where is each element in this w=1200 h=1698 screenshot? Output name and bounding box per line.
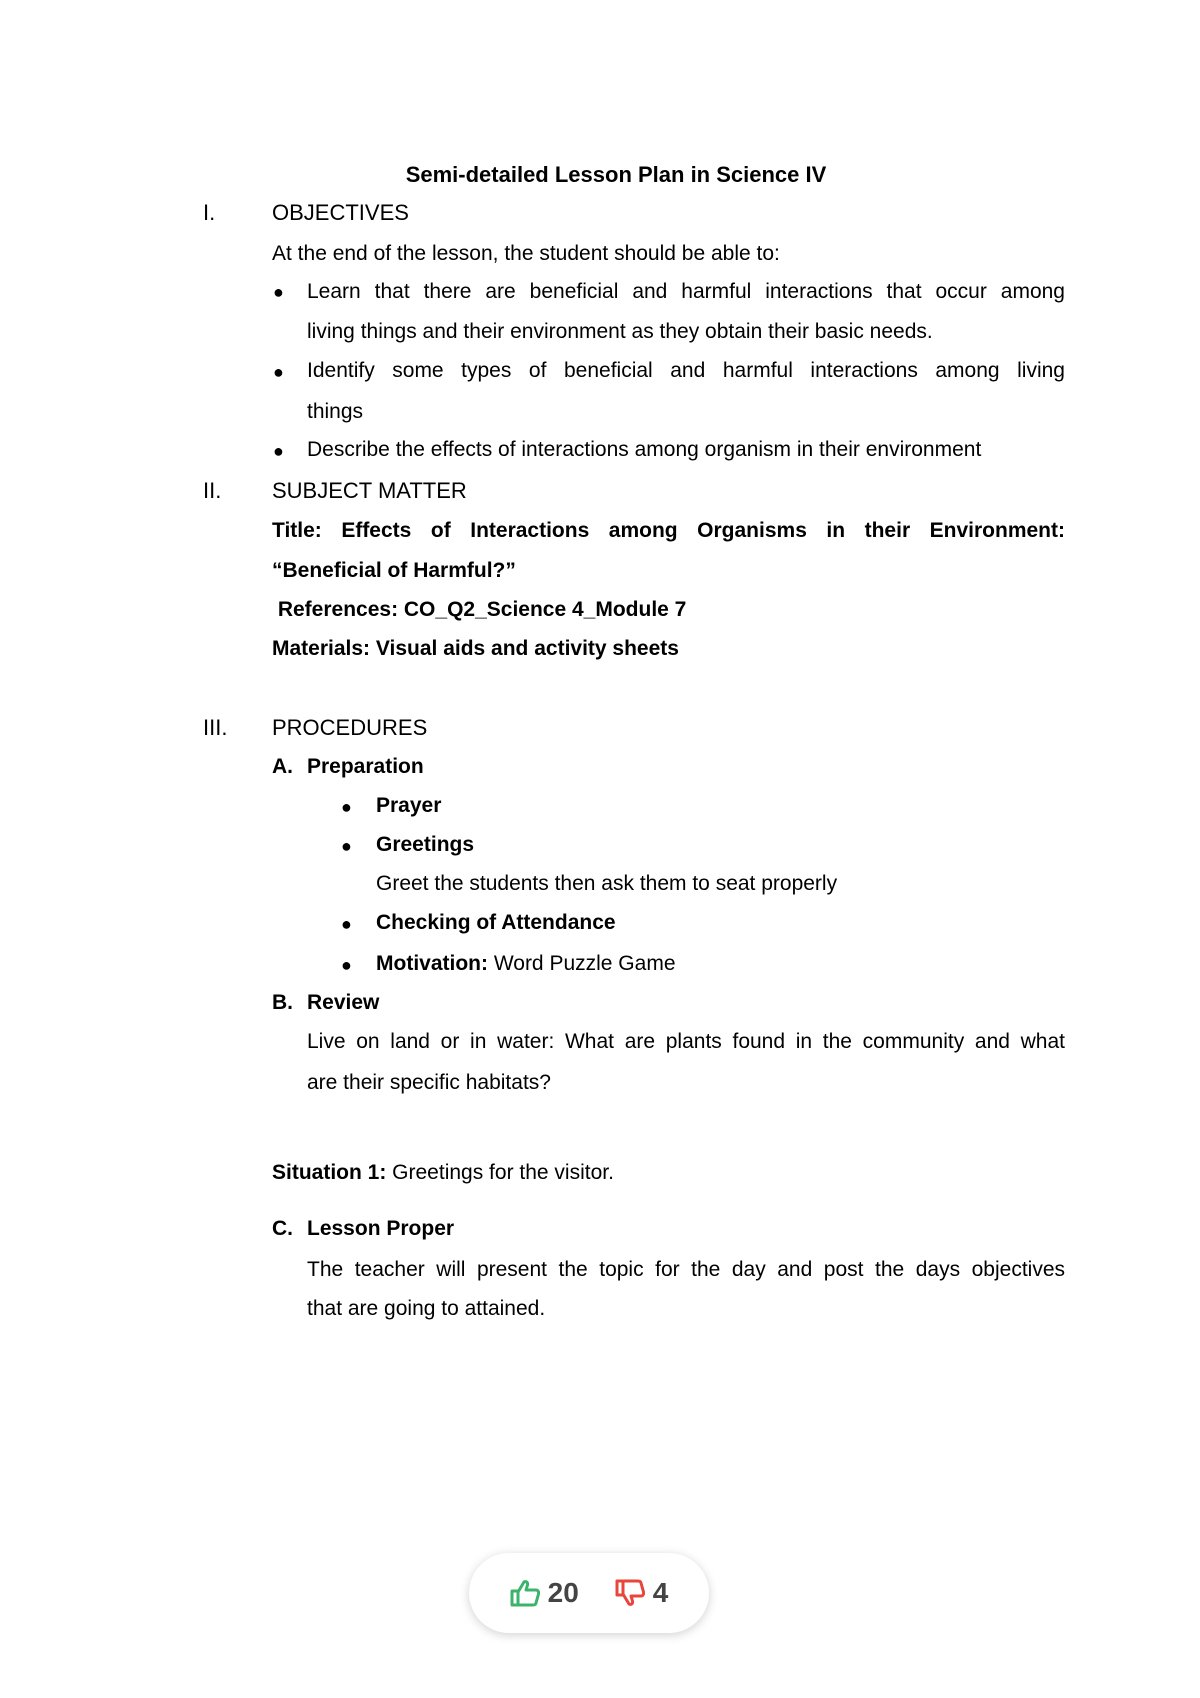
part-b-letter: B. bbox=[272, 991, 293, 1014]
part-c-label: Lesson Proper bbox=[307, 1217, 455, 1240]
subject-materials: Materials: Visual aids and activity sheets bbox=[272, 637, 679, 660]
motivation-label: Motivation: bbox=[376, 952, 488, 975]
subject-references: References: CO_Q2_Science 4_Module 7 bbox=[272, 598, 687, 621]
objective-2-line-1: Identify some types of beneficial and harmful interactions among living bbox=[307, 359, 1065, 382]
section-2-heading: SUBJECT MATTER bbox=[272, 478, 467, 503]
page-title: Semi-detailed Lesson Plan in Science IV bbox=[405, 162, 827, 187]
vote-bar bbox=[469, 1553, 709, 1633]
review-line-1: Live on land or in water: What are plants found in the community and what bbox=[307, 1030, 1065, 1053]
section-1-numeral: I. bbox=[203, 200, 216, 225]
objective-1-line-1: Learn that there are beneficial and harmful interactions that occur among bbox=[307, 280, 1065, 303]
prep-item-prayer: Prayer bbox=[376, 794, 442, 817]
part-c-letter: C. bbox=[272, 1217, 293, 1240]
subject-title-line-2: “Beneficial of Harmful?” bbox=[272, 559, 516, 582]
downvote-count: 4 bbox=[652, 1576, 669, 1608]
situation-1 bbox=[272, 1159, 614, 1186]
section-3-numeral: III. bbox=[203, 715, 228, 740]
prep-item-motivation bbox=[376, 950, 676, 977]
bullet-icon: ● bbox=[341, 797, 352, 817]
part-a-letter: A. bbox=[272, 755, 293, 778]
upvote-count: 20 bbox=[547, 1576, 579, 1608]
upvote-button[interactable] bbox=[510, 1575, 579, 1611]
objective-2-line-2: things bbox=[307, 400, 364, 423]
prep-item-attendance: Checking of Attendance bbox=[376, 911, 616, 934]
situation-text: Greetings for the visitor. bbox=[386, 1161, 614, 1184]
prep-greetings-note: Greet the students then ask them to seat properly bbox=[376, 872, 838, 895]
part-b-label: Review bbox=[307, 991, 380, 1014]
bullet-icon: ● bbox=[341, 955, 352, 975]
lesson-proper-line-2: that are going to attained. bbox=[307, 1297, 546, 1320]
bullet-icon: ● bbox=[273, 441, 284, 461]
section-3-heading: PROCEDURES bbox=[272, 715, 428, 740]
subject-title-line-1: Title: Effects of Interactions among Organisms in their Environment: bbox=[272, 519, 1065, 542]
prep-item-greetings: Greetings bbox=[376, 833, 475, 856]
section-1-heading: OBJECTIVES bbox=[272, 200, 409, 225]
situation-label: Situation 1: bbox=[272, 1161, 387, 1184]
objective-3-line-1: Describe the effects of interactions among organism in their environment bbox=[307, 438, 982, 461]
objective-1-line-2: living things and their environment as they obtain their basic needs. bbox=[307, 320, 933, 343]
part-a-label: Preparation bbox=[307, 755, 424, 778]
motivation-text: Word Puzzle Game bbox=[487, 952, 676, 975]
thumbs-down-icon bbox=[615, 1579, 645, 1607]
bullet-icon: ● bbox=[341, 836, 352, 856]
bullet-icon: ● bbox=[273, 282, 284, 302]
section-2-numeral: II. bbox=[203, 478, 222, 503]
bullet-icon: ● bbox=[341, 914, 352, 934]
thumbs-up-icon bbox=[510, 1579, 540, 1607]
downvote-button[interactable] bbox=[615, 1575, 669, 1611]
review-line-2: are their specific habitats? bbox=[307, 1071, 551, 1094]
objectives-intro: At the end of the lesson, the student should be able to: bbox=[272, 242, 780, 265]
lesson-proper-line-1: The teacher will present the topic for the day and post the days objectives bbox=[307, 1258, 1065, 1281]
bullet-icon: ● bbox=[273, 362, 284, 382]
